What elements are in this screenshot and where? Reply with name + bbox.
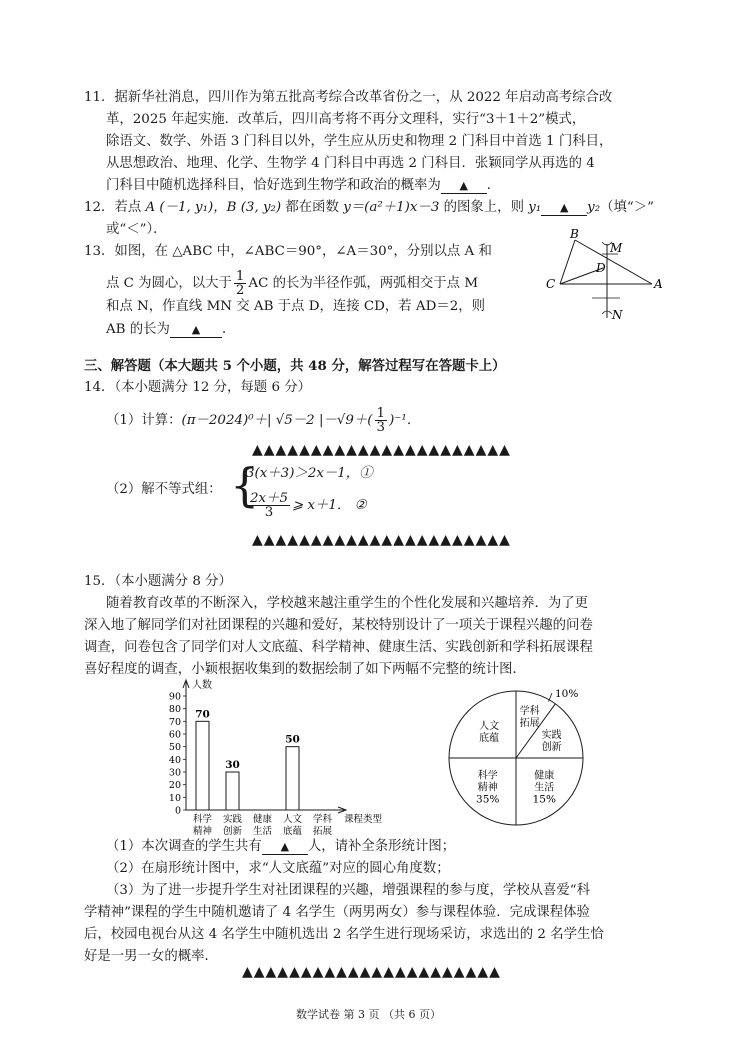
pie-slice-percent: 15% [532,793,556,806]
q14-inequality-1: 3(x＋3)＞2x－1，① [246,466,373,481]
q15-sub1: （1）本次调查的学生共有 ▲ 人，请补全条形统计图； [106,839,456,854]
pie-slice-label: 创新 [541,741,562,753]
pie-slice-label: 健康 [534,770,555,782]
answer-blank: ▲ [262,840,308,855]
pie-slice-percent: 10% [555,688,579,700]
section-three-heading: 三、解答题（本大题共 5 个小题，共 48 分，解答过程写在答题卡上） [84,358,506,374]
bar-value-label: 50 [285,733,300,746]
q15-sub3-line4: 好是一男一女的概率． [84,949,218,964]
q15-line2: 深入地了解同学们对社团课程的兴趣和爱好，某校特别设计了一项关于课程兴趣的问卷 [84,618,593,633]
answer-blank: ▲ [541,201,587,216]
pie-slice-label: 拓展 [519,718,540,730]
label-B: B [570,227,579,241]
x-tick-label: 学科 [312,814,333,825]
x-tick-label: 实践 [222,814,243,825]
q11-line2: 革，2025 年起实施．改革后，四川高考将不再分文理科，实行“3＋1＋2”模式， [106,112,586,127]
pie-slice-label: 精神 [477,782,498,794]
pie-chart [440,680,610,830]
pie-slice-label: 科学 [477,770,498,782]
fraction-third: $\frac{1}{3}$ [376,406,386,435]
y-tick-label: 0 [174,805,181,817]
q13-line3: 和点 N，作直线 MN 交 AB 于点 D，连接 CD，若 AD＝2，则 [106,299,485,314]
x-tick-label: 人文 [282,814,303,825]
bar [226,772,239,810]
y-axis-label: 人数 [192,680,212,691]
x-axis-label: 课程类型 [344,814,383,825]
q13-line4: AB 的长为 ▲ ． [106,322,236,337]
pie-slice-label: 人文 [479,721,500,733]
q15-line4: 喜好程度的调查，小颖根据收集到的数据绘制了如下两幅不完整的统计图． [84,662,526,677]
answer-triangles: ▲▲▲▲▲▲▲▲▲▲▲▲▲▲▲▲▲▲▲▲▲▲ [252,442,511,458]
y-tick-label: 90 [168,691,181,703]
q14-heading: 14．（本小题满分 12 分，每题 6 分） [84,380,312,395]
q15-sub3-line2: 学精神”课程的学生中随机邀请了 4 名学生（两男两女）参与课程体验．完成课程体验 [84,905,590,920]
y-tick-label: 40 [168,754,181,766]
q11-line3: 除语文、数学、外语 3 门科目以外，学生应从历史和物理 2 门科目中首选 1 门科目， [106,134,613,149]
label-M: M [610,241,623,255]
q15-sub2: （2）在扇形统计图中，求“人文底蕴”对应的圆心角度数； [106,861,450,876]
x-tick-label: 科学 [192,814,213,825]
x-tick-label: 健康 [252,814,273,825]
bar-value-label: 70 [195,708,210,721]
answer-blank: ▲ [170,323,222,338]
label-D: D [596,261,606,275]
bar [196,721,209,810]
x-tick-label: 拓展 [312,826,333,837]
label-C: C [546,277,556,291]
q15-heading: 15．（本小题满分 8 分） [84,574,232,589]
q11-line1: 11．据新华社消息，四川作为第五批高考综合改革省份之一，从 2022 年启动高考综合改 [84,90,613,105]
q13-line1: 13．如图，在 △ABC 中，∠ABC＝90°，∠A＝30°，分别以点 A 和 [84,244,492,259]
y-tick-label: 70 [168,716,181,728]
pie-slice-label: 实践 [541,729,562,741]
fraction-half: $\frac{1}{2}$ [235,269,245,298]
y-tick-label: 60 [168,729,181,741]
y-tick-label: 30 [168,767,181,779]
q12-line2: 或“＜”）． [106,222,167,237]
page-footer: 数学试卷 第 3 页 （共 6 页） [296,1008,441,1021]
q15-line1: 随着教育改革的不断深入，学校越来越注重学生的个性化发展和兴趣培养．为了更 [106,596,589,611]
pie-slice-label: 底蕴 [479,733,500,745]
y-tick-label: 50 [168,742,181,754]
triangle-figure [540,226,670,326]
q13-line2: 点 C 为圆心，以大于 $\frac{1}{2}$ AC 的长为半径作弧，两弧相交于点 M [106,269,479,298]
label-A: A [654,277,663,291]
x-tick-label: 底蕴 [282,826,303,837]
system-brace: { [230,458,260,512]
q11-line5: 门科目中随机选择科目，恰好选到生物学和政治的概率为 ▲ ． [106,178,501,193]
q11-line4: 从思想政治、地理、化学、生物学 4 门科目中再选 2 门科目．张颖同学从再选的 4 [106,156,595,171]
pie-slice-label: 生活 [534,782,555,794]
answer-triangles: ▲▲▲▲▲▲▲▲▲▲▲▲▲▲▲▲▲▲▲▲▲▲ [252,532,511,548]
q15-sub3-line3: 后，校园电视台从这 4 名学生中随机选出 2 名学生进行现场采访，求选出的 2 名学生恰 [84,927,604,942]
q15-sub3-line1: （3）为了进一步提升学生对社团课程的兴趣，增强课程的参与度，学校从喜爱“科 [106,883,591,898]
q14-part1: （1）计算：(π－2024)⁰＋| √5－2 |－√9＋( $\frac{1}{3}$ )⁻¹． [106,406,421,435]
y-tick-label: 80 [168,704,181,716]
bar-value-label: 30 [225,759,240,771]
label-N: N [612,308,623,322]
bar-chart [158,676,383,838]
q15-line3: 调查，问卷包含了同学们对人文底蕴、科学精神、健康生活、实践创新和学科拓展课程 [84,640,593,655]
y-tick-label: 10 [168,792,181,804]
x-tick-label: 生活 [252,826,273,837]
q14-part2-label: （2）解不等式组： [106,482,222,497]
bar [286,747,299,810]
pie-slice-label: 学科 [519,706,540,718]
x-tick-label: 精神 [192,826,213,837]
answer-triangles: ▲▲▲▲▲▲▲▲▲▲▲▲▲▲▲▲▲▲▲▲▲▲ [242,964,501,980]
pie-slice-percent: 35% [476,793,500,806]
q12-line1: 12．若点 A (－1, y₁)，B (3, y₂) 都在函数 y＝(a²＋1)x－3 的图象上，则 y₁ ▲ y₂（填“＞” [84,200,654,215]
q14-inequality-2: $\frac{2x+5}{3}$ ⩾ x＋1． ② [250,491,367,520]
x-tick-label: 创新 [222,826,243,837]
y-tick-label: 20 [168,780,181,792]
answer-blank: ▲ [441,179,487,194]
